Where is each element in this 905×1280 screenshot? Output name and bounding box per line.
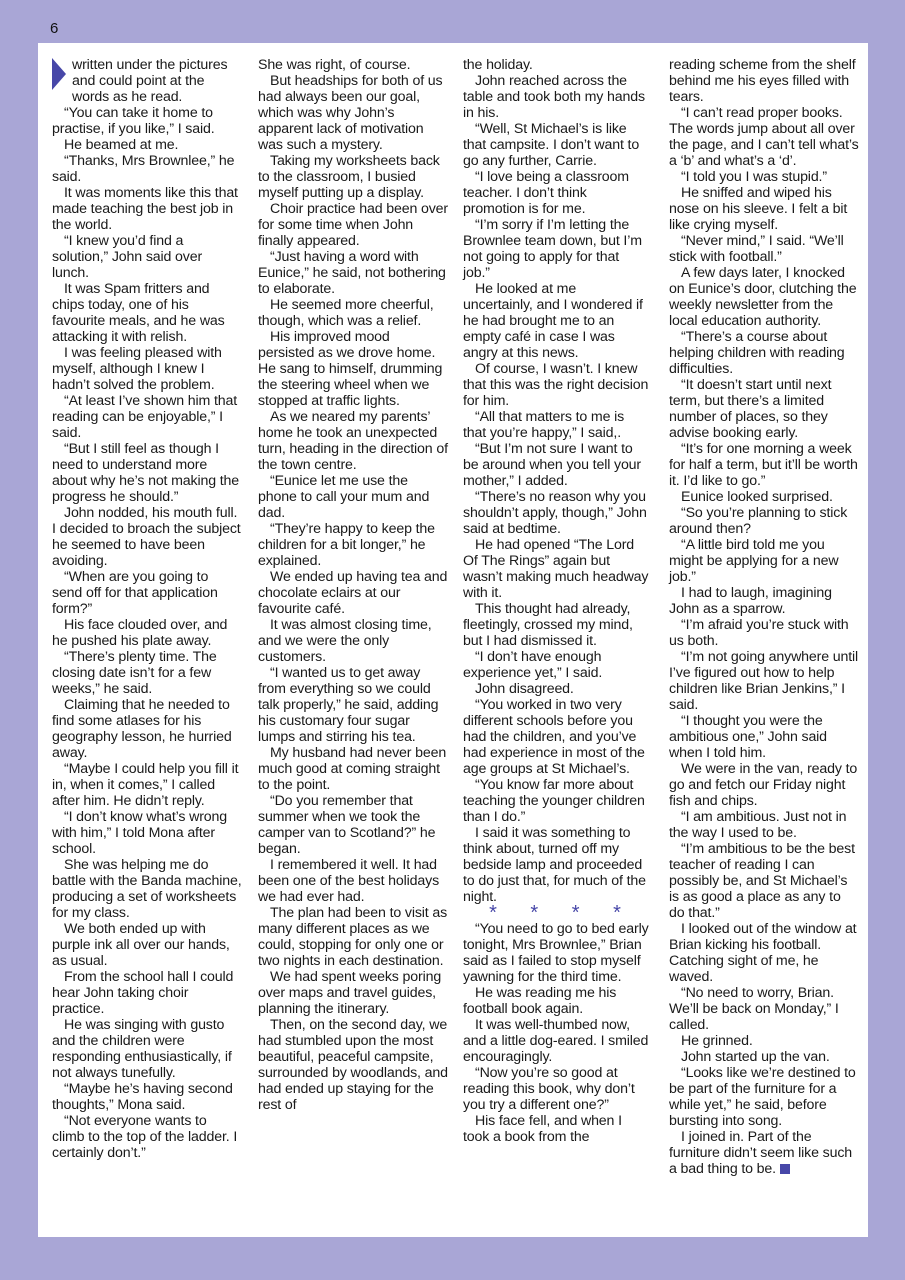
paragraph: “I thought you were the ambitious one,” John said when I told him. [669, 713, 827, 761]
paragraph: “All that matters to me is that you’re happy,” I said,. [463, 409, 625, 441]
paragraph: “There’s a course about helping children with reading difficulties. [669, 329, 845, 377]
paragraph: His improved mood persisted as we drove home. He sang to himself, drumming the steering wheel when we stopped at traffic lights. [258, 329, 443, 409]
paragraph: “I don’t know what’s wrong with him,” I told Mona after school. [52, 809, 228, 857]
paragraph: I had to laugh, imagining John as a sparrow. [669, 585, 832, 617]
text-column-3 [463, 57, 649, 1145]
paragraph: Eunice looked surprised. [681, 489, 833, 505]
paragraph: This thought had already, fleetingly, crossed my mind, but I had dismissed it. [463, 601, 633, 649]
paragraph: His face clouded over, and he pushed his plate away. [52, 617, 228, 649]
paragraph: “It doesn’t start until next term, but there’s a limited number of places, so they advise booking early. [669, 377, 832, 441]
paragraph: It was almost closing time, and we were the only customers. [258, 617, 432, 665]
paragraph: Then, on the second day, we had stumbled upon the most beautiful, peaceful campsite, surrounded by woodlands, and had ended up staying for the rest of [258, 1017, 448, 1113]
paragraph: “Do you remember that summer when we took the camper van to Scotland?” he began. [258, 793, 436, 857]
paragraph: “I knew you’d find a solution,” John said over lunch. [52, 233, 203, 281]
page-number: 6 [50, 20, 59, 37]
paragraph: John nodded, his mouth full. I decided to broach the subject he seemed to have been avoiding. [52, 505, 241, 569]
paragraph: written under the pictures and could point at the words as he read. [72, 57, 228, 105]
paragraph: “Now you’re so good at reading this book, why don’t you try a different one?” [463, 1065, 635, 1113]
text-column-2 [258, 57, 448, 1113]
paragraph: He sniffed and wiped his nose on his sleeve. I felt a bit like crying myself. [669, 185, 848, 233]
paragraph: “Well, St Michael’s is like that campsite. I don’t want to go any further, Carrie. [463, 121, 640, 169]
paragraph: “Not everyone wants to climb to the top of the ladder. I certainly don’t.” [52, 1113, 238, 1161]
paragraph: “Eunice let me use the phone to call your mum and dad. [258, 473, 430, 521]
paragraph: “I wanted us to get away from everything so we could talk properly,” he said, adding his customary four sugar lumps and stirring his tea. [258, 665, 439, 745]
paragraph: “There’s no reason why you shouldn’t apply, though,” John said at bedtime. [463, 489, 647, 537]
paragraph: “You can take it home to practise, if you like,” I said. [52, 105, 215, 137]
paragraph: “I’m sorry if I’m letting the Brownlee team down, but I’m not going to apply for that job.” [463, 217, 642, 281]
paragraph: She was right, of course. [258, 57, 411, 73]
paragraph: “When are you going to send off for that application form?” [52, 569, 218, 617]
paragraph: “But I still feel as though I need to understand more about why he’s not making the progress he should.” [52, 441, 240, 505]
paragraph: He looked at me uncertainly, and I wondered if he had brought me to an empty café in case I was angry at this news. [463, 281, 643, 361]
paragraph: He grinned. [681, 1033, 753, 1049]
paragraph: “You need to go to bed early tonight, Mrs Brownlee,” Brian said as I failed to stop myself yawning for the third time. [463, 921, 649, 985]
paragraph: I joined in. Part of the furniture didn’t seem like such a bad thing to be. [669, 1129, 853, 1177]
paragraph: He seemed more cheerful, though, which was a relief. [258, 297, 434, 329]
paragraph: “There’s plenty time. The closing date isn’t for a few weeks,” he said. [52, 649, 217, 697]
text-column-1 [52, 57, 242, 1161]
paragraph: John reached across the table and took both my hands in his. [463, 73, 645, 121]
paragraph: I remembered it well. It had been one of the best holidays we had ever had. [258, 857, 440, 905]
paragraph: He had opened “The Lord Of The Rings” again but wasn’t making much headway with it. [463, 537, 649, 601]
paragraph: “So you’re planning to stick around then? [669, 505, 848, 537]
paragraph: He beamed at me. [64, 137, 179, 153]
paragraph: “At least I’ve shown him that reading can be enjoyable,” I said. [52, 393, 238, 441]
paragraph: “I’m not going anywhere until I’ve figured out how to help children like Brian Jenkins,” I said. [669, 649, 859, 713]
text-column-4 [669, 57, 859, 1177]
paragraph: It was well-thumbed now, and a little dog-eared. I smiled encouragingly. [463, 1017, 649, 1065]
paragraph: “Thanks, Mrs Brownlee,” he said. [52, 153, 235, 185]
paragraph: It was Spam fritters and chips today, one of his favourite meals, and he was attacking it with relish. [52, 281, 225, 345]
paragraph: John disagreed. [475, 681, 574, 697]
paragraph: “I’m afraid you’re stuck with us both. [669, 617, 849, 649]
paragraph: I was feeling pleased with myself, although I knew I hadn’t solved the problem. [52, 345, 222, 393]
paragraph: the holiday. [463, 57, 533, 73]
paragraph: “A little bird told me you might be applying for a new job.” [669, 537, 839, 585]
paragraph: We had spent weeks poring over maps and travel guides, planning the itinerary. [258, 969, 442, 1017]
paragraph: But headships for both of us had always been our goal, which was why John’s apparent lack of motivation was such a mystery. [258, 73, 443, 153]
paragraph: From the school hall I could hear John taking choir practice. [52, 969, 234, 1017]
paragraph: “You know far more about teaching the younger children than I do.” [463, 777, 645, 825]
paragraph: “Maybe I could help you fill it in, when it comes,” I called after him. He didn’t reply. [52, 761, 239, 809]
paragraph: “I love being a classroom teacher. I don’t think promotion is for me. [463, 169, 629, 217]
paragraph: “It’s for one morning a week for half a term, but it’ll be worth it. I’d like to go.” [669, 441, 858, 489]
paragraph: It was moments like this that made teaching the best job in the world. [52, 185, 238, 233]
paragraph: “I am ambitious. Just not in the way I used to be. [669, 809, 847, 841]
paragraph: We both ended up with purple ink all over our hands, as usual. [52, 921, 230, 969]
paragraph: “I told you I was stupid.” [681, 169, 827, 185]
story-continue-triangle-icon [52, 58, 66, 90]
magazine-page [38, 43, 868, 1237]
story-end-square-icon [780, 1164, 790, 1174]
paragraph: She was helping me do battle with the Banda machine, producing a set of worksheets for my class. [52, 857, 242, 921]
paragraph: “Just having a word with Eunice,” he said, not bothering to elaborate. [258, 249, 446, 297]
paragraph: reading scheme from the shelf behind me his eyes filled with tears. [669, 57, 856, 105]
paragraph: “I can’t read proper books. The words jump about all over the page, and I can’t tell what’s a ‘b’ and what’s a ‘d’. [669, 105, 859, 169]
paragraph: I said it was something to think about, turned off my bedside lamp and proceeded to do just that, for much of the night. [463, 825, 646, 905]
paragraph: My husband had never been much good at coming straight to the point. [258, 745, 447, 793]
paragraph: His face fell, and when I took a book from the [463, 1113, 622, 1145]
paragraph: “You worked in two very different schools before you had the children, and you’ve had experience in most of the age groups at St Michael’s. [463, 697, 645, 777]
paragraph: “No need to worry, Brian. We’ll be back on Monday,” I called. [669, 985, 839, 1033]
paragraph: “They’re happy to keep the children for a bit longer,” he explained. [258, 521, 435, 569]
paragraph: “I don’t have enough experience yet,” I said. [463, 649, 603, 681]
paragraph: Claiming that he needed to find some atlases for his geography lesson, he hurried away. [52, 697, 232, 761]
paragraph: We were in the van, ready to go and fetch our Friday night fish and chips. [669, 761, 858, 809]
section-separator: * * * * [489, 902, 635, 924]
paragraph: John started up the van. [681, 1049, 830, 1065]
paragraph: We ended up having tea and chocolate eclairs at our favourite café. [258, 569, 448, 617]
paragraph: He was reading me his football book again. [463, 985, 617, 1017]
paragraph: Of course, I wasn’t. I knew that this was the right decision for him. [463, 361, 649, 409]
paragraph: “But I’m not sure I want to be around when you tell your mother,” I added. [463, 441, 641, 489]
paragraph: “I’m ambitious to be the best teacher of reading I can possibly be, and St Michael’s is as good a place as any to do that.” [669, 841, 855, 921]
paragraph: I looked out of the window at Brian kicking his football. Catching sight of me, he waved. [669, 921, 857, 985]
paragraph: “Looks like we’re destined to be part of the furniture for a while yet,” he said, before bursting into song. [669, 1065, 856, 1129]
paragraph: As we neared my parents’ home he took an unexpected turn, heading in the direction of the town centre. [258, 409, 448, 473]
paragraph: “Never mind,” I said. “We’ll stick with football.” [669, 233, 844, 265]
paragraph: The plan had been to visit as many different places as we could, stopping for only one or two nights in each destination. [258, 905, 448, 969]
paragraph: A few days later, I knocked on Eunice’s door, clutching the weekly newsletter from the local education authority. [669, 265, 857, 329]
paragraph: Choir practice had been over for some time when John finally appeared. [258, 201, 448, 249]
paragraph: He was singing with gusto and the children were responding enthusiastically, if not always tunefully. [52, 1017, 232, 1081]
paragraph: “Maybe he’s having second thoughts,” Mona said. [52, 1081, 233, 1113]
paragraph: Taking my worksheets back to the classroom, I busied myself putting up a display. [258, 153, 440, 201]
